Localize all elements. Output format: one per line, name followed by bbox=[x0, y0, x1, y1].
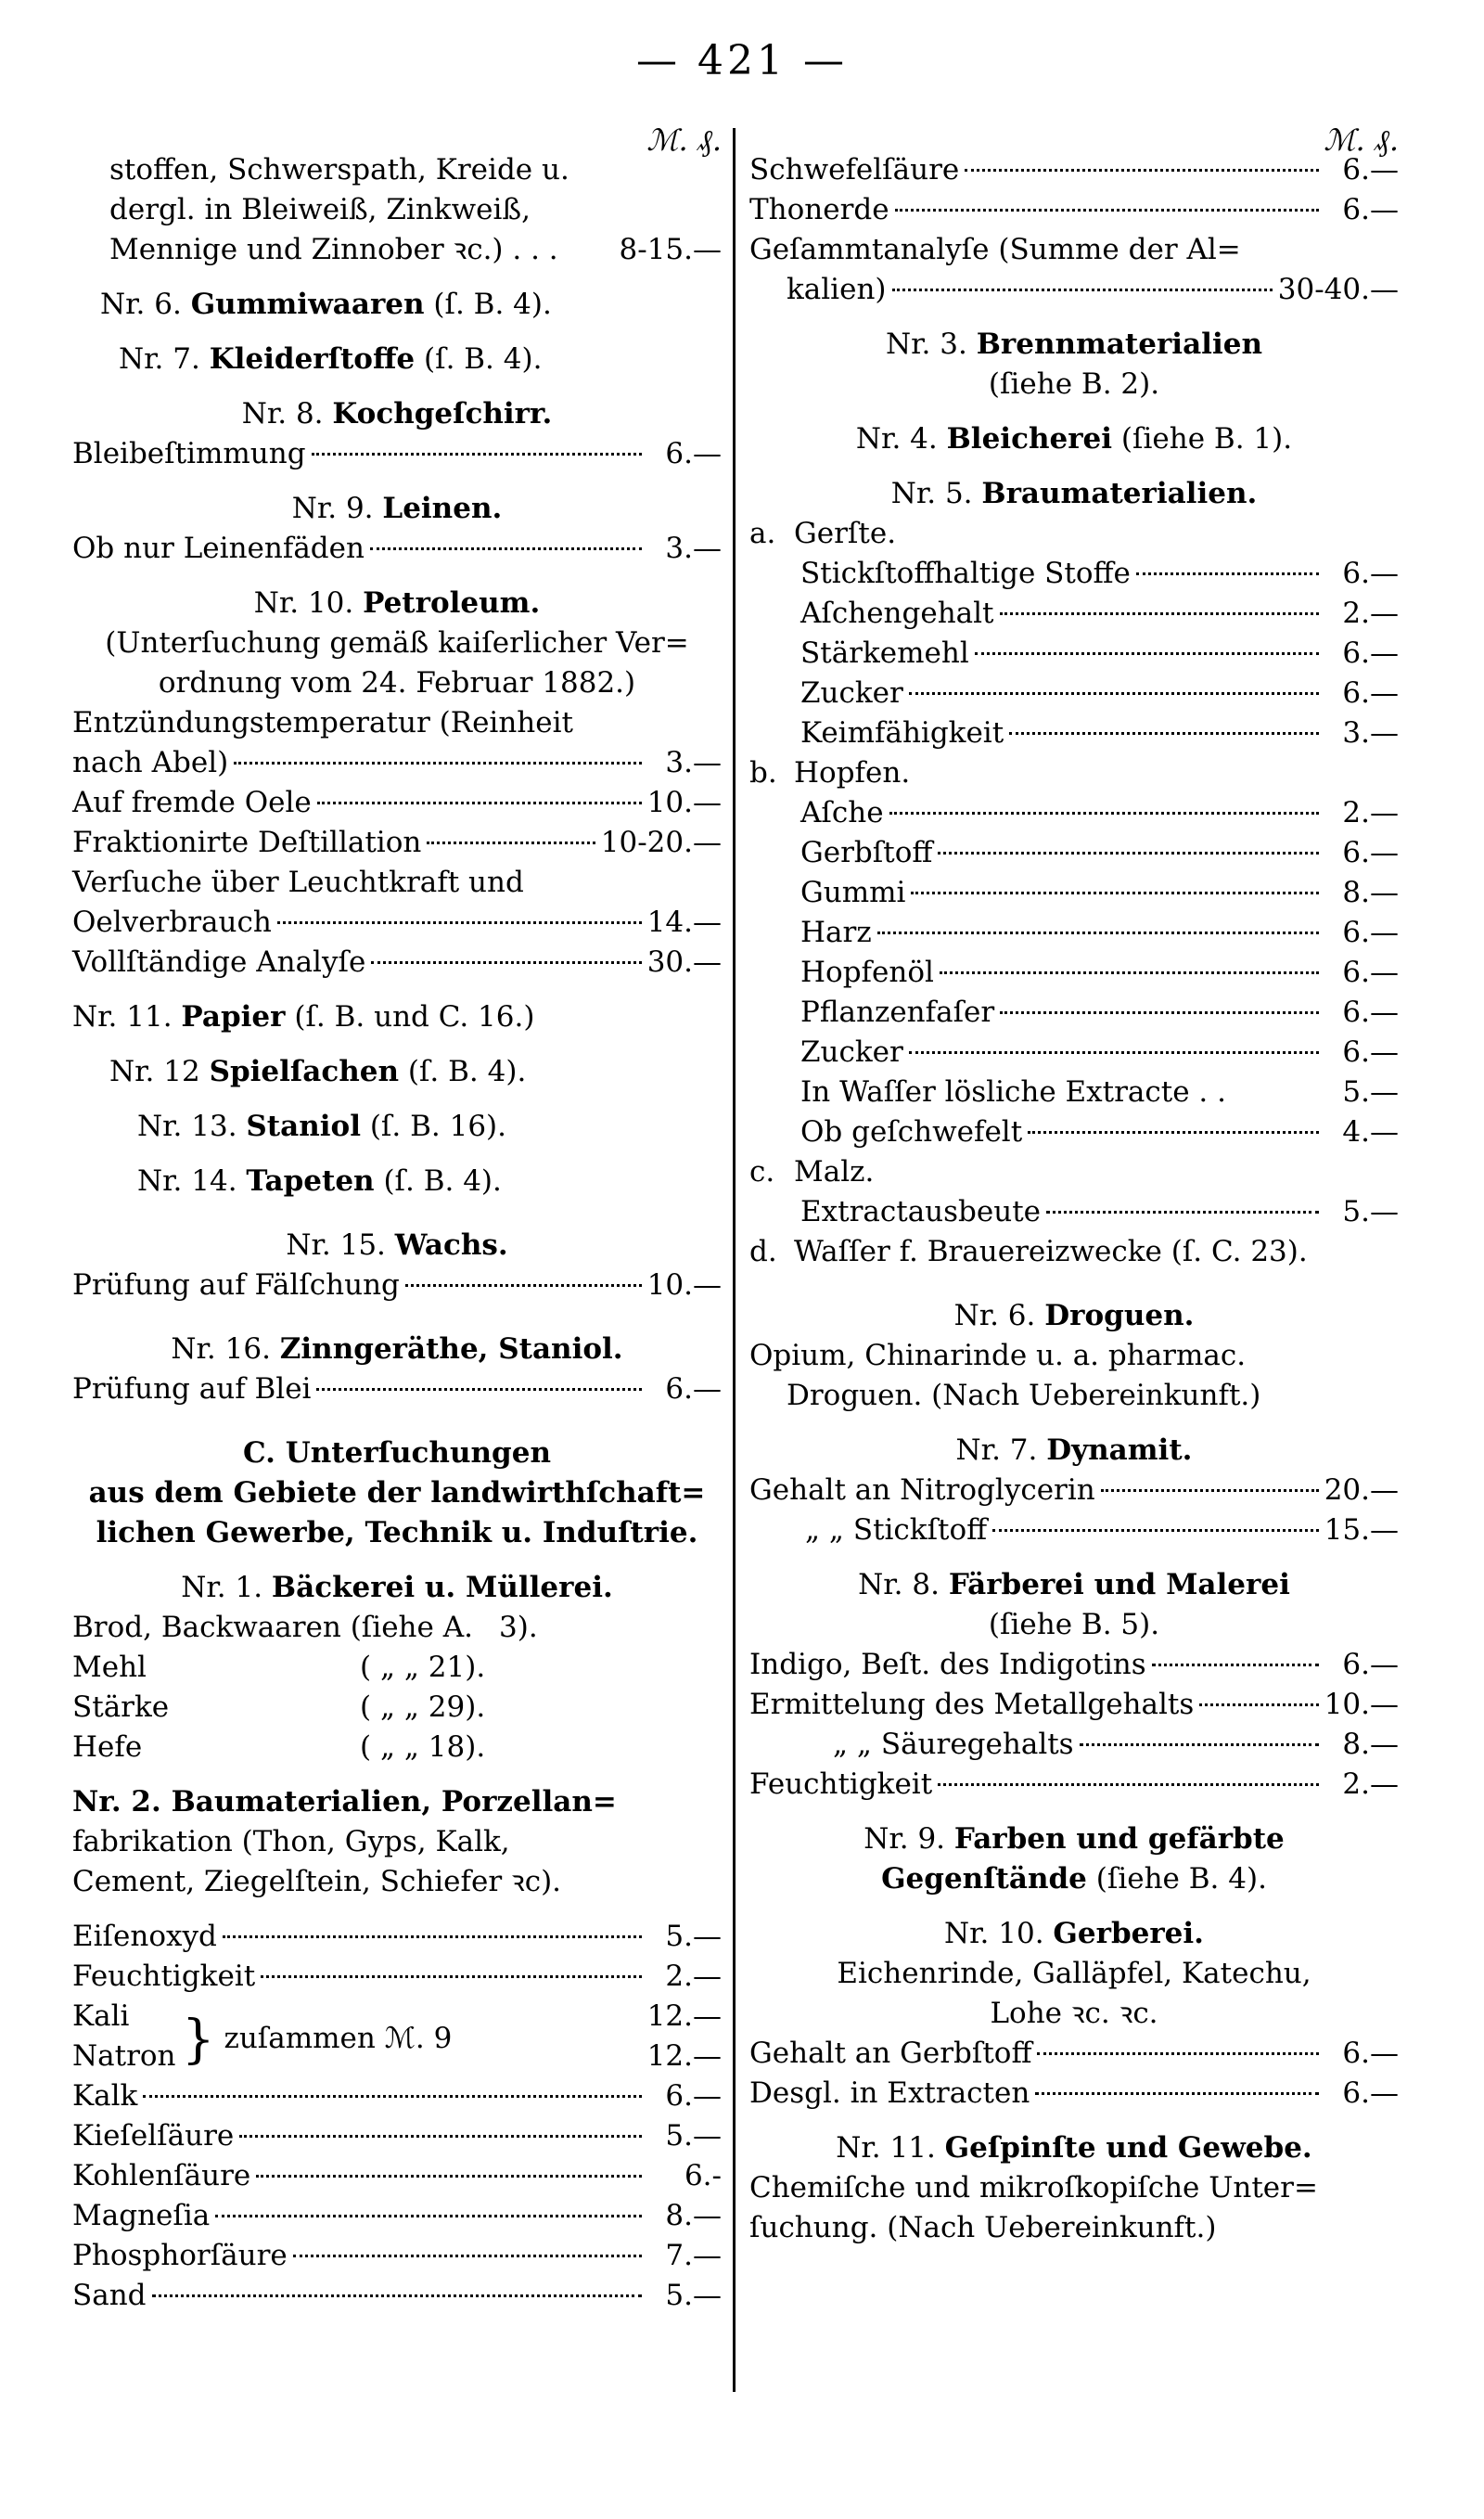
text-line: (ſiehe B. 5). bbox=[988, 1608, 1160, 1641]
section-heading: Nr. 6. Droguen. bbox=[953, 1299, 1195, 1332]
section-heading: Nr. 16. Zinngeräthe, Staniol. bbox=[171, 1332, 623, 1366]
section-heading: Nr. 11. Papier (ſ. B. und C. 16.) bbox=[72, 1000, 535, 1034]
section-heading: Nr. 2. Baumaterialien, Porzellan= bbox=[72, 1785, 617, 1819]
section-heading: Nr. 10. Petroleum. bbox=[253, 586, 541, 620]
price-row: Feuchtigkeit 2.— bbox=[749, 1767, 1399, 1801]
price-row: Desgl. in Extracten 6.— bbox=[749, 2076, 1399, 2110]
price-row: Zucker 6.— bbox=[800, 1035, 1399, 1069]
ref-row: Hefe ( „ „ 18). bbox=[72, 1730, 486, 1764]
section-heading: Nr. 8. Kochgeſchirr. bbox=[241, 397, 553, 431]
price-row: „ „ Säuregehalts 8.— bbox=[833, 1728, 1399, 1761]
price-row: Zucker 6.— bbox=[800, 676, 1399, 710]
price-row: Eiſenoxyd 5.— bbox=[72, 1920, 722, 1953]
subsection-b: b. Hopfen. bbox=[749, 756, 911, 790]
text-line: Verſuche über Leuchtkraft und bbox=[72, 866, 524, 899]
text-line: ſuchung. (Nach Uebereinkunft.) bbox=[749, 2211, 1217, 2244]
price-row: Extractausbeute 5.— bbox=[800, 1195, 1399, 1228]
text-line: Opium, Chinarinde u. a. pharmac. bbox=[749, 1339, 1247, 1372]
price-row: nach Abel) 3.— bbox=[72, 746, 722, 779]
section-heading: Nr. 7. Dynamit. bbox=[955, 1433, 1193, 1467]
price-row: Mennige und Zinnober ꝛc.) . . . 8-15.— bbox=[109, 233, 722, 266]
section-heading: Nr. 10. Gerberei. bbox=[944, 1917, 1204, 1950]
section-heading: Nr. 11. Geſpinſte und Gewebe. bbox=[836, 2131, 1312, 2165]
price-row: Prüfung auf Blei 6.— bbox=[72, 1372, 722, 1406]
price-row: „ „ Stickſtoff 15.— bbox=[805, 1513, 1399, 1547]
price-row: Keimfähigkeit 3.— bbox=[800, 716, 1399, 750]
price-row: Kieſelſäure 5.— bbox=[72, 2119, 722, 2153]
price-row: In Waſſer lösliche Extracte . . 5.— bbox=[800, 1075, 1399, 1109]
price-row: Aſchengehalt 2.— bbox=[800, 597, 1399, 630]
price-row: Schwefelſäure 6.— bbox=[749, 153, 1399, 186]
price-row: Kohlenſäure 6.- bbox=[72, 2159, 722, 2192]
ref-row: Brod, Backwaaren (ſiehe A. 3). bbox=[72, 1611, 538, 1644]
section-heading: Nr. 3. Brennmaterialien bbox=[886, 328, 1262, 361]
section-heading: Nr. 5. Braumaterialien. bbox=[890, 477, 1258, 510]
text-line: Droguen. (Nach Uebereinkunft.) bbox=[787, 1379, 1261, 1412]
currency-header: ℳ. ₰. bbox=[1324, 122, 1399, 158]
text-line: dergl. in Bleiweiß, Zinkweiß, bbox=[109, 193, 531, 226]
price-row: Oelverbrauch 14.— bbox=[72, 906, 722, 939]
text-line: (ſiehe B. 2). bbox=[988, 367, 1160, 401]
price-row: Harz 6.— bbox=[800, 916, 1399, 949]
price-row: Stärkemehl 6.— bbox=[800, 636, 1399, 670]
price-row: Gehalt an Gerbſtoff 6.— bbox=[749, 2037, 1399, 2070]
price-row: Stickſtoffhaltige Stoffe 6.— bbox=[800, 557, 1399, 590]
page-number: — 421 — bbox=[636, 37, 848, 84]
brace-note: } zuſammen ℳ. 9 bbox=[182, 2010, 453, 2070]
ref-row: Stärke ( „ „ 29). bbox=[72, 1690, 486, 1724]
text-line: stoffen, Schwerspath, Kreide u. bbox=[109, 153, 569, 186]
right-column bbox=[749, 121, 1399, 2248]
text-line: Cement, Ziegelſtein, Schiefer ꝛc). bbox=[72, 1865, 562, 1898]
price-row: Gehalt an Nitroglycerin 20.— bbox=[749, 1473, 1399, 1507]
text-line: (Unterſuchung gemäß kaiſerlicher Ver= bbox=[105, 626, 689, 660]
price-row: Gerbſtoff 6.— bbox=[800, 836, 1399, 869]
price-row: Ob geſchwefelt 4.— bbox=[800, 1115, 1399, 1149]
section-heading: Nr. 15. Wachs. bbox=[286, 1228, 508, 1262]
price-row: Vollſtändige Analyſe 30.— bbox=[72, 945, 722, 979]
price-row: Kali 12.— bbox=[72, 1999, 722, 2033]
text-line: Chemiſche und mikroſkopiſche Unter= bbox=[749, 2171, 1318, 2204]
column-divider bbox=[733, 128, 736, 2392]
price-row: Kalk 6.— bbox=[72, 2079, 722, 2113]
section-heading: Nr. 9. Farben und gefärbte bbox=[864, 1822, 1285, 1856]
price-row: Aſche 2.— bbox=[800, 796, 1399, 829]
price-row: Feuchtigkeit 2.— bbox=[72, 1960, 722, 1993]
text-line: Entzündungstemperatur (Reinheit bbox=[72, 706, 573, 739]
price-row: Phosphorſäure 7.— bbox=[72, 2239, 722, 2272]
price-row: Pflanzenfaſer 6.— bbox=[800, 996, 1399, 1029]
price-row: Gummi 8.— bbox=[800, 876, 1399, 909]
text-line: Geſammtanalyſe (Summe der Al= bbox=[749, 233, 1241, 266]
section-heading: Nr. 13. Staniol (ſ. B. 16). bbox=[137, 1110, 506, 1143]
price-row: Fraktionirte Deſtillation 10-20.— bbox=[72, 826, 722, 859]
section-heading: Nr. 9. Leinen. bbox=[291, 492, 503, 525]
text-line: Lohe ꝛc. ꝛc. bbox=[990, 1997, 1158, 2030]
subsection-c: c. Malz. bbox=[749, 1155, 875, 1189]
text-line: Eichenrinde, Galläpfel, Katechu, bbox=[837, 1957, 1311, 1990]
currency-header: ℳ. ₰. bbox=[646, 122, 722, 158]
price-row: Natron 12.— bbox=[72, 2039, 722, 2073]
section-heading: Nr. 14. Tapeten (ſ. B. 4). bbox=[137, 1164, 502, 1198]
price-row: Prüfung auf Fälſchung 10.— bbox=[72, 1268, 722, 1302]
price-row: Ermittelung des Metallgehalts 10.— bbox=[749, 1688, 1399, 1721]
price-row: Magneſia 8.— bbox=[72, 2199, 722, 2232]
section-c-title: C. Unterſuchungen bbox=[243, 1436, 551, 1470]
price-row: Auf fremde Oele 10.— bbox=[72, 786, 722, 819]
price-row: Ob nur Leinenfäden 3.— bbox=[72, 532, 722, 565]
price-row: Indigo, Beſt. des Indigotins 6.— bbox=[749, 1648, 1399, 1681]
price-row: Thonerde 6.— bbox=[749, 193, 1399, 226]
text-line: fabrikation (Thon, Gyps, Kalk, bbox=[72, 1825, 510, 1858]
price-row: Sand 5.— bbox=[72, 2279, 722, 2312]
section-c-subtitle: lichen Gewerbe, Technik u. Induſtrie. bbox=[96, 1516, 698, 1549]
left-column bbox=[72, 121, 722, 2316]
price-row: Hopfenöl 6.— bbox=[800, 956, 1399, 989]
ref-row: Mehl ( „ „ 21). bbox=[72, 1651, 486, 1684]
text-line: ordnung vom 24. Februar 1882.) bbox=[158, 666, 636, 700]
section-heading: Nr. 1. Bäckerei u. Müllerei. bbox=[181, 1571, 613, 1604]
section-heading: Nr. 7. Kleiderſtoffe (ſ. B. 4). bbox=[119, 342, 543, 376]
section-c-subtitle: aus dem Gebiete der landwirthſchaft= bbox=[88, 1476, 706, 1510]
section-heading: Nr. 6. Gummiwaaren (ſ. B. 4). bbox=[100, 288, 552, 321]
section-heading: Nr. 4. Bleicherei (ſiehe B. 1). bbox=[855, 422, 1293, 456]
subsection-a: a. Gerſte. bbox=[749, 517, 897, 550]
section-heading: Gegenſtände (ſiehe B. 4). bbox=[881, 1862, 1267, 1896]
section-heading: Nr. 8. Färberei und Malerei bbox=[858, 1568, 1290, 1601]
price-row: kalien) 30-40.— bbox=[787, 273, 1399, 306]
section-heading: Nr. 12 Spielſachen (ſ. B. 4). bbox=[109, 1055, 527, 1088]
subsection-d: d. Waſſer f. Brauereizwecke (ſ. C. 23). bbox=[749, 1235, 1308, 1268]
price-row: Bleibeſtimmung 6.— bbox=[72, 437, 722, 470]
